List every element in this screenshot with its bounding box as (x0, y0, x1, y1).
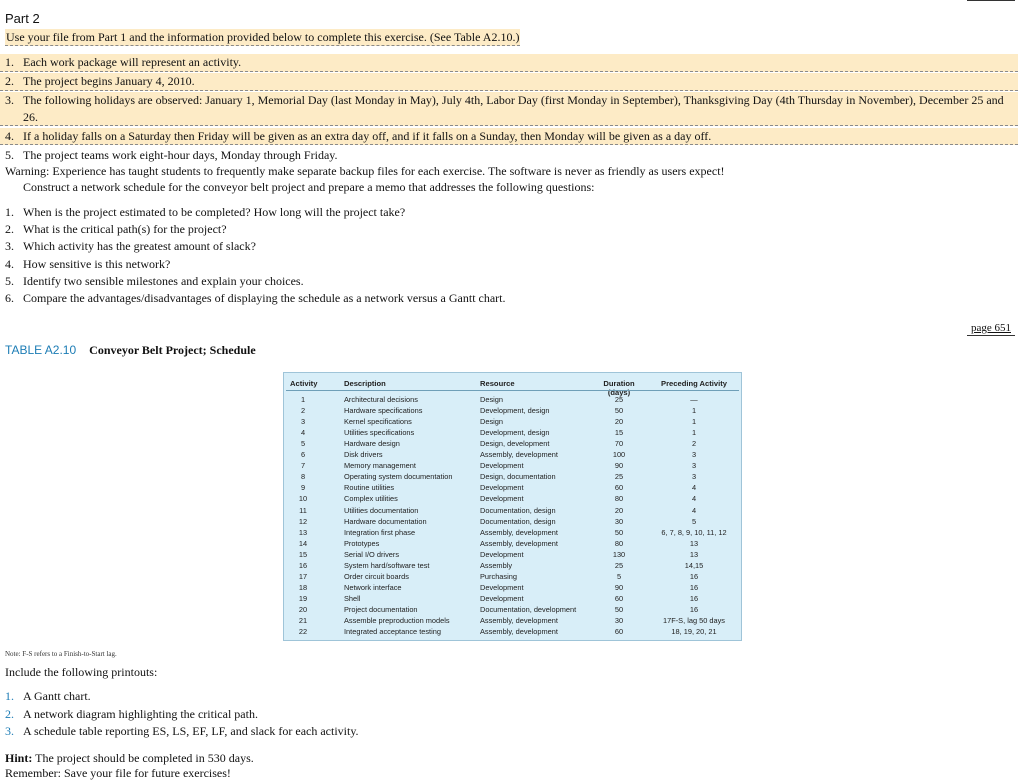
table-row (284, 395, 741, 405)
list-item (0, 73, 1018, 91)
table-row (284, 605, 741, 615)
table-row (284, 594, 741, 604)
cell-resource: Assembly, development (480, 450, 558, 460)
table-note: Note: F-S refers to a Finish-to-Start lag. (5, 650, 117, 658)
list-item (0, 290, 506, 306)
item-number: 3. (5, 239, 14, 254)
table-row (284, 494, 741, 504)
cell-activity: 1 (300, 395, 306, 404)
cell-preceding: 17F-S, lag 50 days (662, 616, 726, 625)
item-text: Compare the advantages/disadvantages of displaying the schedule as a network versus a Gantt chart. (23, 290, 506, 305)
list-item (0, 688, 359, 704)
hint-body: The project should be completed in 530 days. (32, 751, 254, 765)
item-number: 2. (5, 222, 14, 237)
cell-preceding: 16 (689, 593, 699, 603)
cell-description: Hardware design (344, 439, 400, 449)
table-row (284, 506, 741, 516)
table-row (284, 406, 741, 416)
cell-duration: 80 (614, 538, 624, 548)
cell-activity: 15 (298, 549, 308, 559)
cell-duration: 100 (612, 450, 626, 460)
cell-duration: 30 (614, 516, 624, 526)
cell-activity: 9 (300, 483, 306, 493)
table-row (284, 472, 741, 482)
cell-duration: 50 (614, 527, 624, 537)
cell-description: Assemble preproduction models (344, 616, 450, 625)
cell-duration: 130 (612, 549, 626, 559)
cell-duration: 25 (614, 560, 624, 570)
cell-description: Operating system documentation (344, 472, 453, 482)
cell-description: Serial I/O drivers (344, 549, 400, 559)
cell-preceding: 13 (689, 538, 699, 548)
list-item (0, 92, 1018, 126)
cell-activity: 19 (298, 593, 308, 603)
list-item (0, 723, 359, 739)
cell-description: Hardware documentation (344, 516, 427, 526)
hint-text (5, 751, 254, 766)
cell-activity: 7 (300, 461, 306, 471)
cell-activity: 20 (298, 604, 308, 614)
item-text: Which activity has the greatest amount of slack? (23, 239, 256, 254)
cell-preceding: 1 (691, 428, 697, 438)
item-number: 3. (5, 724, 14, 738)
cell-preceding: 3 (691, 461, 697, 471)
cell-preceding: 3 (691, 450, 697, 460)
cell-description: Memory management (344, 461, 416, 471)
cell-duration: 90 (614, 582, 624, 592)
item-text: How sensitive is this network? (23, 256, 171, 271)
cell-preceding: 16 (689, 604, 699, 614)
questions-list (0, 204, 506, 307)
cell-preceding: 2 (691, 439, 697, 449)
table-row (284, 517, 741, 527)
header-duration: Duration (days) (603, 379, 635, 397)
cell-preceding: 18, 19, 20, 21 (671, 627, 717, 637)
table-row (284, 439, 741, 449)
table-row (284, 572, 741, 582)
steps-list (0, 54, 1018, 165)
item-number: 3. (5, 93, 14, 107)
table-row (284, 550, 741, 560)
cell-preceding: 3 (691, 472, 697, 482)
table-caption (5, 343, 256, 358)
cell-duration: 25 (614, 395, 624, 404)
cell-duration: 60 (614, 593, 624, 603)
cell-preceding: — (690, 395, 698, 404)
table-title: Conveyor Belt Project; Schedule (89, 343, 256, 357)
table-label: TABLE A2.10 (5, 343, 77, 357)
item-text: Each work package will represent an activity. (23, 55, 242, 69)
cell-activity: 10 (298, 494, 308, 504)
item-number: 4. (5, 256, 14, 271)
cell-activity: 5 (300, 439, 306, 449)
cell-activity: 4 (300, 428, 306, 438)
table-row (284, 561, 741, 571)
item-text: The following holidays are observed: January 1, Memorial Day (last Monday in May), July 4th, Labor Day (first Monday in September), Thanksgiving Day (4th Thursday in November), December 25 and 26. (23, 93, 1004, 124)
cell-description: Disk drivers (344, 450, 383, 460)
cell-activity: 8 (300, 472, 306, 482)
cell-duration: 25 (614, 472, 624, 482)
cell-activity: 21 (298, 616, 308, 625)
list-item (0, 221, 506, 237)
cell-activity: 16 (298, 560, 308, 570)
cell-activity: 18 (298, 582, 308, 592)
cell-description: Project documentation (344, 604, 418, 614)
item-number: 2. (5, 74, 14, 88)
table-row (284, 483, 741, 493)
cell-resource: Design, development (480, 439, 550, 449)
header-rule (286, 390, 739, 391)
top-right-rule (967, 0, 1015, 1)
cell-preceding: 6, 7, 8, 9, 10, 11, 12 (661, 527, 727, 537)
cell-resource: Design (480, 417, 504, 427)
cell-activity: 13 (298, 527, 308, 537)
cell-description: Routine utilities (344, 483, 395, 493)
cell-description: Kernel specifications (344, 417, 412, 427)
cell-resource: Assembly (480, 560, 513, 570)
cell-description: Complex utilities (344, 494, 398, 504)
cell-description: Integrated acceptance testing (344, 627, 441, 637)
item-text: If a holiday falls on a Saturday then Friday will be given as an extra day off, and if it falls on a Sunday, then Monday will be given as a day off. (23, 128, 712, 143)
cell-duration: 50 (614, 604, 624, 614)
item-number: 6. (5, 290, 14, 305)
part-title: Part 2 (5, 11, 40, 26)
cell-duration: 15 (614, 428, 624, 438)
cell-resource: Assembly, development (480, 527, 558, 537)
cell-preceding: 5 (691, 516, 697, 526)
item-number: 4. (5, 128, 14, 143)
table-row (284, 539, 741, 549)
construct-text: Construct a network schedule for the conveyor belt project and prepare a memo that addresses the following questions: (23, 180, 595, 194)
table-row (284, 450, 741, 460)
cell-duration: 50 (614, 406, 624, 416)
cell-description: Shell (344, 593, 361, 603)
cell-resource: Design, documentation (480, 472, 556, 482)
item-number: 5. (5, 147, 14, 162)
hint-label: Hint: (5, 751, 33, 765)
cell-description: Architectural decisions (344, 395, 418, 404)
header-description: Description (344, 379, 386, 388)
item-number: 2. (5, 706, 14, 721)
include-text: Include the following printouts: (5, 665, 158, 679)
cell-duration: 20 (614, 417, 624, 427)
cell-resource: Documentation, development (480, 604, 577, 614)
cell-description: Prototypes (344, 538, 380, 548)
cell-duration: 30 (614, 616, 624, 625)
cell-activity: 6 (300, 450, 306, 460)
schedule-table (283, 372, 742, 641)
cell-preceding: 16 (689, 582, 699, 592)
cell-resource: Assembly, development (480, 616, 558, 625)
cell-resource: Development (480, 582, 524, 592)
cell-resource: Development (480, 593, 524, 603)
cell-preceding: 4 (691, 494, 697, 504)
printouts-list (0, 688, 359, 741)
cell-activity: 2 (300, 406, 306, 416)
list-item (0, 204, 506, 220)
cell-description: Hardware specifications (344, 406, 423, 416)
item-number: 5. (5, 273, 14, 288)
item-text: A Gantt chart. (23, 689, 91, 703)
cell-description: Order circuit boards (344, 571, 409, 581)
cell-resource: Assembly, development (480, 538, 558, 548)
item-text: When is the project estimated to be completed? How long will the project take? (23, 205, 406, 219)
cell-resource: Development (480, 549, 524, 559)
item-number: 1. (5, 689, 14, 703)
cell-activity: 22 (298, 627, 308, 637)
header-preceding: Preceding Activity (661, 379, 727, 388)
list-item (0, 273, 506, 289)
cell-activity: 14 (298, 538, 308, 548)
remember-text: Remember: Save your file for future exercises! (5, 766, 231, 780)
list-item (0, 706, 359, 722)
cell-preceding: 16 (689, 571, 699, 581)
cell-description: Utilities documentation (344, 505, 419, 515)
cell-description: Integration first phase (344, 527, 416, 537)
item-text: The project teams work eight-hour days, Monday through Friday. (23, 147, 338, 162)
cell-activity: 11 (299, 505, 307, 515)
cell-preceding: 1 (691, 406, 697, 416)
cell-activity: 12 (298, 516, 308, 526)
cell-resource: Development (480, 494, 524, 504)
item-number: 1. (5, 55, 14, 69)
item-text: A schedule table reporting ES, LS, EF, LF, and slack for each activity. (23, 724, 359, 738)
cell-duration: 90 (614, 461, 624, 471)
cell-preceding: 14,15 (684, 560, 704, 570)
cell-description: Utilities specifications (344, 428, 415, 438)
cell-preceding: 4 (691, 483, 697, 493)
item-text: The project begins January 4, 2010. (23, 74, 195, 88)
cell-description: System hard/software test (344, 560, 430, 570)
cell-resource: Purchasing (480, 571, 517, 581)
cell-resource: Development (480, 461, 524, 471)
item-number: 1. (5, 205, 14, 219)
cell-resource: Development (480, 483, 524, 493)
intro-text: Use your file from Part 1 and the information provided below to complete this exercise. (See Table A2.10.) (6, 30, 520, 44)
cell-resource: Development, design (480, 428, 550, 438)
table-row (284, 428, 741, 438)
cell-activity: 17 (298, 571, 308, 581)
list-item (0, 54, 1018, 72)
cell-duration: 70 (614, 439, 624, 449)
item-text: What is the critical path(s) for the project? (23, 222, 227, 237)
list-item (0, 147, 1018, 164)
cell-duration: 20 (614, 505, 624, 515)
page-reference: page 651 (967, 322, 1015, 336)
cell-resource: Documentation, design (480, 516, 556, 526)
header-activity: Activity (290, 379, 318, 388)
cell-preceding: 4 (691, 505, 697, 515)
table-row (284, 627, 741, 637)
cell-activity: 3 (300, 417, 306, 427)
cell-description: Network interface (344, 582, 402, 592)
cell-resource: Assembly, development (480, 627, 558, 637)
cell-preceding: 13 (689, 549, 699, 559)
header-resource: Resource (480, 379, 515, 388)
cell-duration: 80 (614, 494, 624, 504)
table-row (284, 528, 741, 538)
item-text: Identify two sensible milestones and explain your choices. (23, 273, 304, 288)
table-row (284, 583, 741, 593)
item-text: A network diagram highlighting the critical path. (23, 706, 258, 721)
table-row (284, 616, 741, 626)
list-item (0, 238, 506, 254)
list-item (0, 128, 1018, 146)
cell-duration: 5 (616, 571, 622, 581)
list-item (0, 256, 506, 272)
warning-text: Warning: Experience has taught students to frequently make separate backup files for each exercise. The software is never as friendly as users expect! (5, 164, 725, 178)
cell-preceding: 1 (691, 417, 697, 427)
table-row (284, 461, 741, 471)
cell-duration: 60 (614, 483, 624, 493)
cell-resource: Documentation, design (480, 505, 556, 515)
cell-duration: 60 (614, 627, 624, 637)
cell-resource: Development, design (480, 406, 550, 416)
table-row (284, 417, 741, 427)
cell-resource: Design (480, 395, 504, 404)
